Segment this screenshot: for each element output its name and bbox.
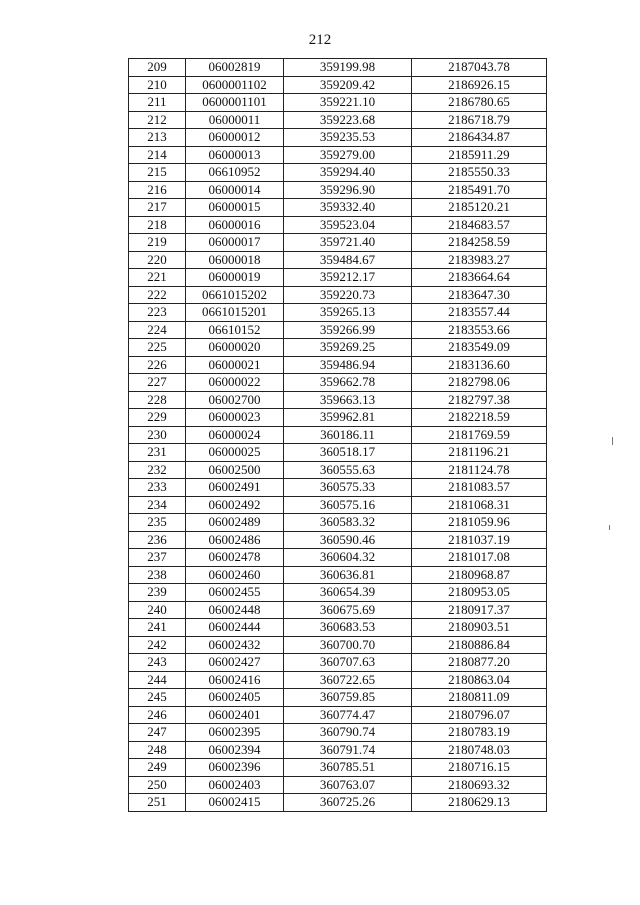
point-id-cell: 06002395 bbox=[186, 724, 284, 742]
y-coordinate-cell: 2180968.87 bbox=[412, 566, 547, 584]
point-id-cell: 06000013 bbox=[186, 146, 284, 164]
y-coordinate-cell: 2180953.05 bbox=[412, 584, 547, 602]
point-number-cell: 246 bbox=[129, 706, 186, 724]
x-coordinate-cell: 360636.81 bbox=[284, 566, 412, 584]
y-coordinate-cell: 2183647.30 bbox=[412, 286, 547, 304]
y-coordinate-cell: 2186718.79 bbox=[412, 111, 547, 129]
point-id-cell: 06002405 bbox=[186, 689, 284, 707]
x-coordinate-cell: 360683.53 bbox=[284, 619, 412, 637]
y-coordinate-cell: 2182218.59 bbox=[412, 409, 547, 427]
x-coordinate-cell: 360700.70 bbox=[284, 636, 412, 654]
y-coordinate-cell: 2180748.03 bbox=[412, 741, 547, 759]
point-number-cell: 228 bbox=[129, 391, 186, 409]
x-coordinate-cell: 359212.17 bbox=[284, 269, 412, 287]
y-coordinate-cell: 2184683.57 bbox=[412, 216, 547, 234]
x-coordinate-cell: 360575.33 bbox=[284, 479, 412, 497]
point-number-cell: 244 bbox=[129, 671, 186, 689]
x-coordinate-cell: 359962.81 bbox=[284, 409, 412, 427]
table-row bbox=[129, 94, 547, 112]
x-coordinate-cell: 359294.40 bbox=[284, 164, 412, 182]
point-id-cell: 0661015202 bbox=[186, 286, 284, 304]
point-id-cell: 06002403 bbox=[186, 776, 284, 794]
x-coordinate-cell: 360785.51 bbox=[284, 759, 412, 777]
x-coordinate-cell: 359235.53 bbox=[284, 129, 412, 147]
point-id-cell: 06000012 bbox=[186, 129, 284, 147]
scan-mark bbox=[612, 437, 613, 445]
point-id-cell: 06000022 bbox=[186, 374, 284, 392]
y-coordinate-cell: 2182797.38 bbox=[412, 391, 547, 409]
point-number-cell: 241 bbox=[129, 619, 186, 637]
table-row bbox=[129, 146, 547, 164]
point-number-cell: 224 bbox=[129, 321, 186, 339]
x-coordinate-cell: 359209.42 bbox=[284, 76, 412, 94]
point-id-cell: 06000011 bbox=[186, 111, 284, 129]
y-coordinate-cell: 2183549.09 bbox=[412, 339, 547, 357]
y-coordinate-cell: 2180716.15 bbox=[412, 759, 547, 777]
point-number-cell: 245 bbox=[129, 689, 186, 707]
table-row bbox=[129, 339, 547, 357]
point-number-cell: 236 bbox=[129, 531, 186, 549]
table-row bbox=[129, 199, 547, 217]
point-number-cell: 235 bbox=[129, 514, 186, 532]
point-id-cell: 06002444 bbox=[186, 619, 284, 637]
point-id-cell: 06002427 bbox=[186, 654, 284, 672]
coordinates-table bbox=[128, 58, 547, 812]
x-coordinate-cell: 360759.85 bbox=[284, 689, 412, 707]
point-number-cell: 223 bbox=[129, 304, 186, 322]
point-id-cell: 06610152 bbox=[186, 321, 284, 339]
x-coordinate-cell: 359721.40 bbox=[284, 234, 412, 252]
x-coordinate-cell: 360722.65 bbox=[284, 671, 412, 689]
table-row bbox=[129, 689, 547, 707]
x-coordinate-cell: 360725.26 bbox=[284, 794, 412, 812]
point-id-cell: 06000023 bbox=[186, 409, 284, 427]
y-coordinate-cell: 2180811.09 bbox=[412, 689, 547, 707]
y-coordinate-cell: 2180903.51 bbox=[412, 619, 547, 637]
point-number-cell: 239 bbox=[129, 584, 186, 602]
point-number-cell: 215 bbox=[129, 164, 186, 182]
table-row bbox=[129, 776, 547, 794]
point-number-cell: 230 bbox=[129, 426, 186, 444]
table-row bbox=[129, 671, 547, 689]
table-row bbox=[129, 374, 547, 392]
point-id-cell: 0600001101 bbox=[186, 94, 284, 112]
y-coordinate-cell: 2180863.04 bbox=[412, 671, 547, 689]
point-number-cell: 234 bbox=[129, 496, 186, 514]
point-id-cell: 06002415 bbox=[186, 794, 284, 812]
point-id-cell: 06610952 bbox=[186, 164, 284, 182]
x-coordinate-cell: 359523.04 bbox=[284, 216, 412, 234]
y-coordinate-cell: 2183136.60 bbox=[412, 356, 547, 374]
y-coordinate-cell: 2180917.37 bbox=[412, 601, 547, 619]
point-id-cell: 06002491 bbox=[186, 479, 284, 497]
y-coordinate-cell: 2181068.31 bbox=[412, 496, 547, 514]
x-coordinate-cell: 359223.68 bbox=[284, 111, 412, 129]
y-coordinate-cell: 2183553.66 bbox=[412, 321, 547, 339]
point-number-cell: 211 bbox=[129, 94, 186, 112]
y-coordinate-cell: 2181124.78 bbox=[412, 461, 547, 479]
point-id-cell: 06002448 bbox=[186, 601, 284, 619]
point-id-cell: 06000020 bbox=[186, 339, 284, 357]
point-id-cell: 06002819 bbox=[186, 59, 284, 77]
table-row bbox=[129, 111, 547, 129]
point-number-cell: 219 bbox=[129, 234, 186, 252]
point-number-cell: 250 bbox=[129, 776, 186, 794]
scan-mark bbox=[609, 525, 610, 530]
x-coordinate-cell: 359279.00 bbox=[284, 146, 412, 164]
table-row bbox=[129, 479, 547, 497]
point-id-cell: 0600001102 bbox=[186, 76, 284, 94]
y-coordinate-cell: 2184258.59 bbox=[412, 234, 547, 252]
table-row bbox=[129, 496, 547, 514]
y-coordinate-cell: 2180693.32 bbox=[412, 776, 547, 794]
point-id-cell: 06000016 bbox=[186, 216, 284, 234]
point-id-cell: 06002489 bbox=[186, 514, 284, 532]
point-id-cell: 06002416 bbox=[186, 671, 284, 689]
table-row bbox=[129, 741, 547, 759]
point-number-cell: 237 bbox=[129, 549, 186, 567]
table-row bbox=[129, 531, 547, 549]
point-id-cell: 06000017 bbox=[186, 234, 284, 252]
point-number-cell: 240 bbox=[129, 601, 186, 619]
table-row bbox=[129, 286, 547, 304]
point-number-cell: 221 bbox=[129, 269, 186, 287]
table-row bbox=[129, 794, 547, 812]
table-row bbox=[129, 514, 547, 532]
point-id-cell: 06002394 bbox=[186, 741, 284, 759]
table-row bbox=[129, 251, 547, 269]
table-row bbox=[129, 391, 547, 409]
x-coordinate-cell: 360575.16 bbox=[284, 496, 412, 514]
point-id-cell: 06000024 bbox=[186, 426, 284, 444]
table-row bbox=[129, 59, 547, 77]
y-coordinate-cell: 2180629.13 bbox=[412, 794, 547, 812]
table-row bbox=[129, 304, 547, 322]
point-number-cell: 226 bbox=[129, 356, 186, 374]
page-number: 212 bbox=[308, 32, 332, 48]
point-id-cell: 06000021 bbox=[186, 356, 284, 374]
x-coordinate-cell: 360583.32 bbox=[284, 514, 412, 532]
point-id-cell: 06000019 bbox=[186, 269, 284, 287]
table-row bbox=[129, 636, 547, 654]
point-number-cell: 249 bbox=[129, 759, 186, 777]
y-coordinate-cell: 2180796.07 bbox=[412, 706, 547, 724]
point-number-cell: 242 bbox=[129, 636, 186, 654]
x-coordinate-cell: 360555.63 bbox=[284, 461, 412, 479]
table-row bbox=[129, 584, 547, 602]
table-row bbox=[129, 601, 547, 619]
y-coordinate-cell: 2181083.57 bbox=[412, 479, 547, 497]
table-row bbox=[129, 706, 547, 724]
table-row bbox=[129, 76, 547, 94]
point-id-cell: 06002486 bbox=[186, 531, 284, 549]
x-coordinate-cell: 360590.46 bbox=[284, 531, 412, 549]
point-number-cell: 225 bbox=[129, 339, 186, 357]
point-number-cell: 213 bbox=[129, 129, 186, 147]
x-coordinate-cell: 359220.73 bbox=[284, 286, 412, 304]
point-id-cell: 06000015 bbox=[186, 199, 284, 217]
x-coordinate-cell: 360518.17 bbox=[284, 444, 412, 462]
x-coordinate-cell: 359221.10 bbox=[284, 94, 412, 112]
table-row bbox=[129, 759, 547, 777]
x-coordinate-cell: 359332.40 bbox=[284, 199, 412, 217]
point-id-cell: 06002396 bbox=[186, 759, 284, 777]
y-coordinate-cell: 2181017.08 bbox=[412, 549, 547, 567]
table-row bbox=[129, 426, 547, 444]
x-coordinate-cell: 359484.67 bbox=[284, 251, 412, 269]
x-coordinate-cell: 359269.25 bbox=[284, 339, 412, 357]
y-coordinate-cell: 2181037.19 bbox=[412, 531, 547, 549]
point-number-cell: 214 bbox=[129, 146, 186, 164]
y-coordinate-cell: 2187043.78 bbox=[412, 59, 547, 77]
y-coordinate-cell: 2185120.21 bbox=[412, 199, 547, 217]
x-coordinate-cell: 360604.32 bbox=[284, 549, 412, 567]
y-coordinate-cell: 2181196.21 bbox=[412, 444, 547, 462]
y-coordinate-cell: 2182798.06 bbox=[412, 374, 547, 392]
x-coordinate-cell: 359663.13 bbox=[284, 391, 412, 409]
y-coordinate-cell: 2185550.33 bbox=[412, 164, 547, 182]
table-row bbox=[129, 654, 547, 672]
table-row bbox=[129, 619, 547, 637]
y-coordinate-cell: 2183557.44 bbox=[412, 304, 547, 322]
y-coordinate-cell: 2180877.20 bbox=[412, 654, 547, 672]
point-id-cell: 06002500 bbox=[186, 461, 284, 479]
y-coordinate-cell: 2180886.84 bbox=[412, 636, 547, 654]
x-coordinate-cell: 359662.78 bbox=[284, 374, 412, 392]
table-row bbox=[129, 356, 547, 374]
y-coordinate-cell: 2186434.87 bbox=[412, 129, 547, 147]
x-coordinate-cell: 360675.69 bbox=[284, 601, 412, 619]
point-id-cell: 06002492 bbox=[186, 496, 284, 514]
y-coordinate-cell: 2180783.19 bbox=[412, 724, 547, 742]
table-row bbox=[129, 164, 547, 182]
point-id-cell: 06002478 bbox=[186, 549, 284, 567]
table-row bbox=[129, 566, 547, 584]
point-number-cell: 238 bbox=[129, 566, 186, 584]
table-row bbox=[129, 129, 547, 147]
point-number-cell: 220 bbox=[129, 251, 186, 269]
point-number-cell: 216 bbox=[129, 181, 186, 199]
point-number-cell: 227 bbox=[129, 374, 186, 392]
point-id-cell: 06002401 bbox=[186, 706, 284, 724]
table-row bbox=[129, 724, 547, 742]
table-row bbox=[129, 549, 547, 567]
point-number-cell: 222 bbox=[129, 286, 186, 304]
x-coordinate-cell: 360186.11 bbox=[284, 426, 412, 444]
coordinates-table-body bbox=[129, 59, 547, 812]
point-number-cell: 243 bbox=[129, 654, 186, 672]
x-coordinate-cell: 360790.74 bbox=[284, 724, 412, 742]
point-number-cell: 248 bbox=[129, 741, 186, 759]
table-row bbox=[129, 234, 547, 252]
x-coordinate-cell: 360774.47 bbox=[284, 706, 412, 724]
y-coordinate-cell: 2183983.27 bbox=[412, 251, 547, 269]
table-row bbox=[129, 444, 547, 462]
point-number-cell: 251 bbox=[129, 794, 186, 812]
y-coordinate-cell: 2181059.96 bbox=[412, 514, 547, 532]
point-id-cell: 06000014 bbox=[186, 181, 284, 199]
table-row bbox=[129, 409, 547, 427]
point-id-cell: 0661015201 bbox=[186, 304, 284, 322]
point-id-cell: 06002455 bbox=[186, 584, 284, 602]
point-id-cell: 06002460 bbox=[186, 566, 284, 584]
y-coordinate-cell: 2185911.29 bbox=[412, 146, 547, 164]
x-coordinate-cell: 359265.13 bbox=[284, 304, 412, 322]
point-number-cell: 229 bbox=[129, 409, 186, 427]
y-coordinate-cell: 2181769.59 bbox=[412, 426, 547, 444]
point-id-cell: 06000025 bbox=[186, 444, 284, 462]
y-coordinate-cell: 2185491.70 bbox=[412, 181, 547, 199]
y-coordinate-cell: 2186926.15 bbox=[412, 76, 547, 94]
x-coordinate-cell: 360654.39 bbox=[284, 584, 412, 602]
point-number-cell: 209 bbox=[129, 59, 186, 77]
table-row bbox=[129, 321, 547, 339]
point-number-cell: 217 bbox=[129, 199, 186, 217]
x-coordinate-cell: 359296.90 bbox=[284, 181, 412, 199]
point-id-cell: 06002700 bbox=[186, 391, 284, 409]
point-id-cell: 06002432 bbox=[186, 636, 284, 654]
x-coordinate-cell: 360707.63 bbox=[284, 654, 412, 672]
x-coordinate-cell: 359266.99 bbox=[284, 321, 412, 339]
table-row bbox=[129, 269, 547, 287]
x-coordinate-cell: 359486.94 bbox=[284, 356, 412, 374]
point-number-cell: 210 bbox=[129, 76, 186, 94]
y-coordinate-cell: 2186780.65 bbox=[412, 94, 547, 112]
point-number-cell: 212 bbox=[129, 111, 186, 129]
table-row bbox=[129, 181, 547, 199]
point-number-cell: 247 bbox=[129, 724, 186, 742]
point-number-cell: 231 bbox=[129, 444, 186, 462]
point-id-cell: 06000018 bbox=[186, 251, 284, 269]
x-coordinate-cell: 359199.98 bbox=[284, 59, 412, 77]
point-number-cell: 232 bbox=[129, 461, 186, 479]
x-coordinate-cell: 360763.07 bbox=[284, 776, 412, 794]
point-number-cell: 233 bbox=[129, 479, 186, 497]
table-row bbox=[129, 216, 547, 234]
point-number-cell: 218 bbox=[129, 216, 186, 234]
y-coordinate-cell: 2183664.64 bbox=[412, 269, 547, 287]
x-coordinate-cell: 360791.74 bbox=[284, 741, 412, 759]
table-row bbox=[129, 461, 547, 479]
